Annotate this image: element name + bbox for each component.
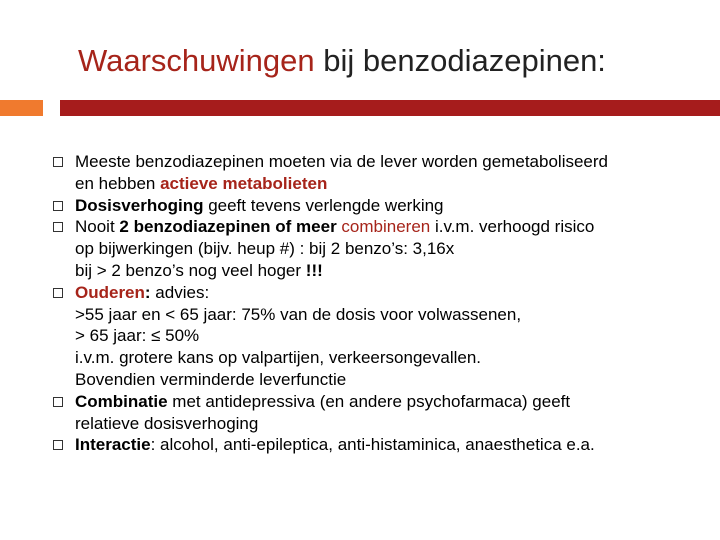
bullet-text: en hebben xyxy=(75,173,161,193)
bullet-line xyxy=(75,173,710,195)
bold-term: !!! xyxy=(305,260,323,280)
square-bullet-icon xyxy=(53,397,63,407)
bullet-line: > 65 jaar: ≤ 50% xyxy=(75,326,200,346)
bold-term: : xyxy=(144,282,151,302)
bullet-elderly xyxy=(46,282,710,391)
square-bullet-icon xyxy=(53,222,63,232)
square-bullet-icon xyxy=(53,288,63,298)
square-bullet-icon xyxy=(53,201,63,211)
bullet-text: : alcohol, anti-epileptica, anti-histaminica, anaesthetica e.a. xyxy=(150,435,595,455)
bullet-line xyxy=(75,195,710,217)
bullet-line: >55 jaar en < 65 jaar: 75% van de dosis voor volwassenen, xyxy=(75,304,522,324)
bullet-text: Nooit xyxy=(75,217,120,237)
bullet-line: op bijwerkingen (bijv. heup #) : bij 2 benzo’s: 3,16x xyxy=(75,239,455,259)
bullet-line xyxy=(75,282,710,304)
bullet-line: Meeste benzodiazepinen moeten via de lever worden gemetaboliseerd xyxy=(75,152,609,171)
highlight-combine: combineren xyxy=(341,217,431,237)
bullet-line: relatieve dosisverhoging xyxy=(75,413,259,433)
bullet-interaction xyxy=(46,434,710,456)
square-bullet-icon xyxy=(53,157,63,167)
highlight-elderly: Ouderen xyxy=(75,282,145,302)
title-rest: bij benzodiazepinen: xyxy=(314,43,606,78)
bullet-dose-increase xyxy=(46,195,710,217)
bold-term: Combinatie xyxy=(75,391,168,411)
title-divider-bar xyxy=(60,100,720,116)
bullet-line xyxy=(75,434,710,456)
bold-term: 2 benzodiazepinen of meer xyxy=(119,217,337,237)
bullet-line xyxy=(75,216,710,238)
bullet-text: geeft tevens verlengde werking xyxy=(203,195,444,215)
slide-title xyxy=(78,42,606,79)
title-highlight: Waarschuwingen xyxy=(78,43,315,78)
bold-term: Interactie xyxy=(75,435,151,455)
bullet-text: bij > 2 benzo’s nog veel hoger xyxy=(75,260,306,280)
bullet-combination xyxy=(46,391,710,435)
bullet-text: i.v.m. verhoogd risico xyxy=(430,217,595,237)
bullet-line: i.v.m. grotere kans op valpartijen, verkeersongevallen. xyxy=(75,348,481,368)
bullet-text: met antidepressiva (en andere psychofarmaca) geeft xyxy=(167,391,571,411)
bullet-list xyxy=(46,151,710,456)
left-accent-bar xyxy=(0,100,43,116)
bullet-line: Bovendien verminderde leverfunctie xyxy=(75,369,347,389)
bullet-line xyxy=(75,391,710,413)
bullet-metabolism xyxy=(46,151,710,195)
bullet-text: advies: xyxy=(150,282,210,302)
square-bullet-icon xyxy=(53,440,63,450)
bullet-never-combine xyxy=(46,216,710,281)
bullet-line xyxy=(75,260,710,282)
highlight-active-metabolites: actieve metabolieten xyxy=(160,173,328,193)
bold-term: Dosisverhoging xyxy=(75,195,204,215)
